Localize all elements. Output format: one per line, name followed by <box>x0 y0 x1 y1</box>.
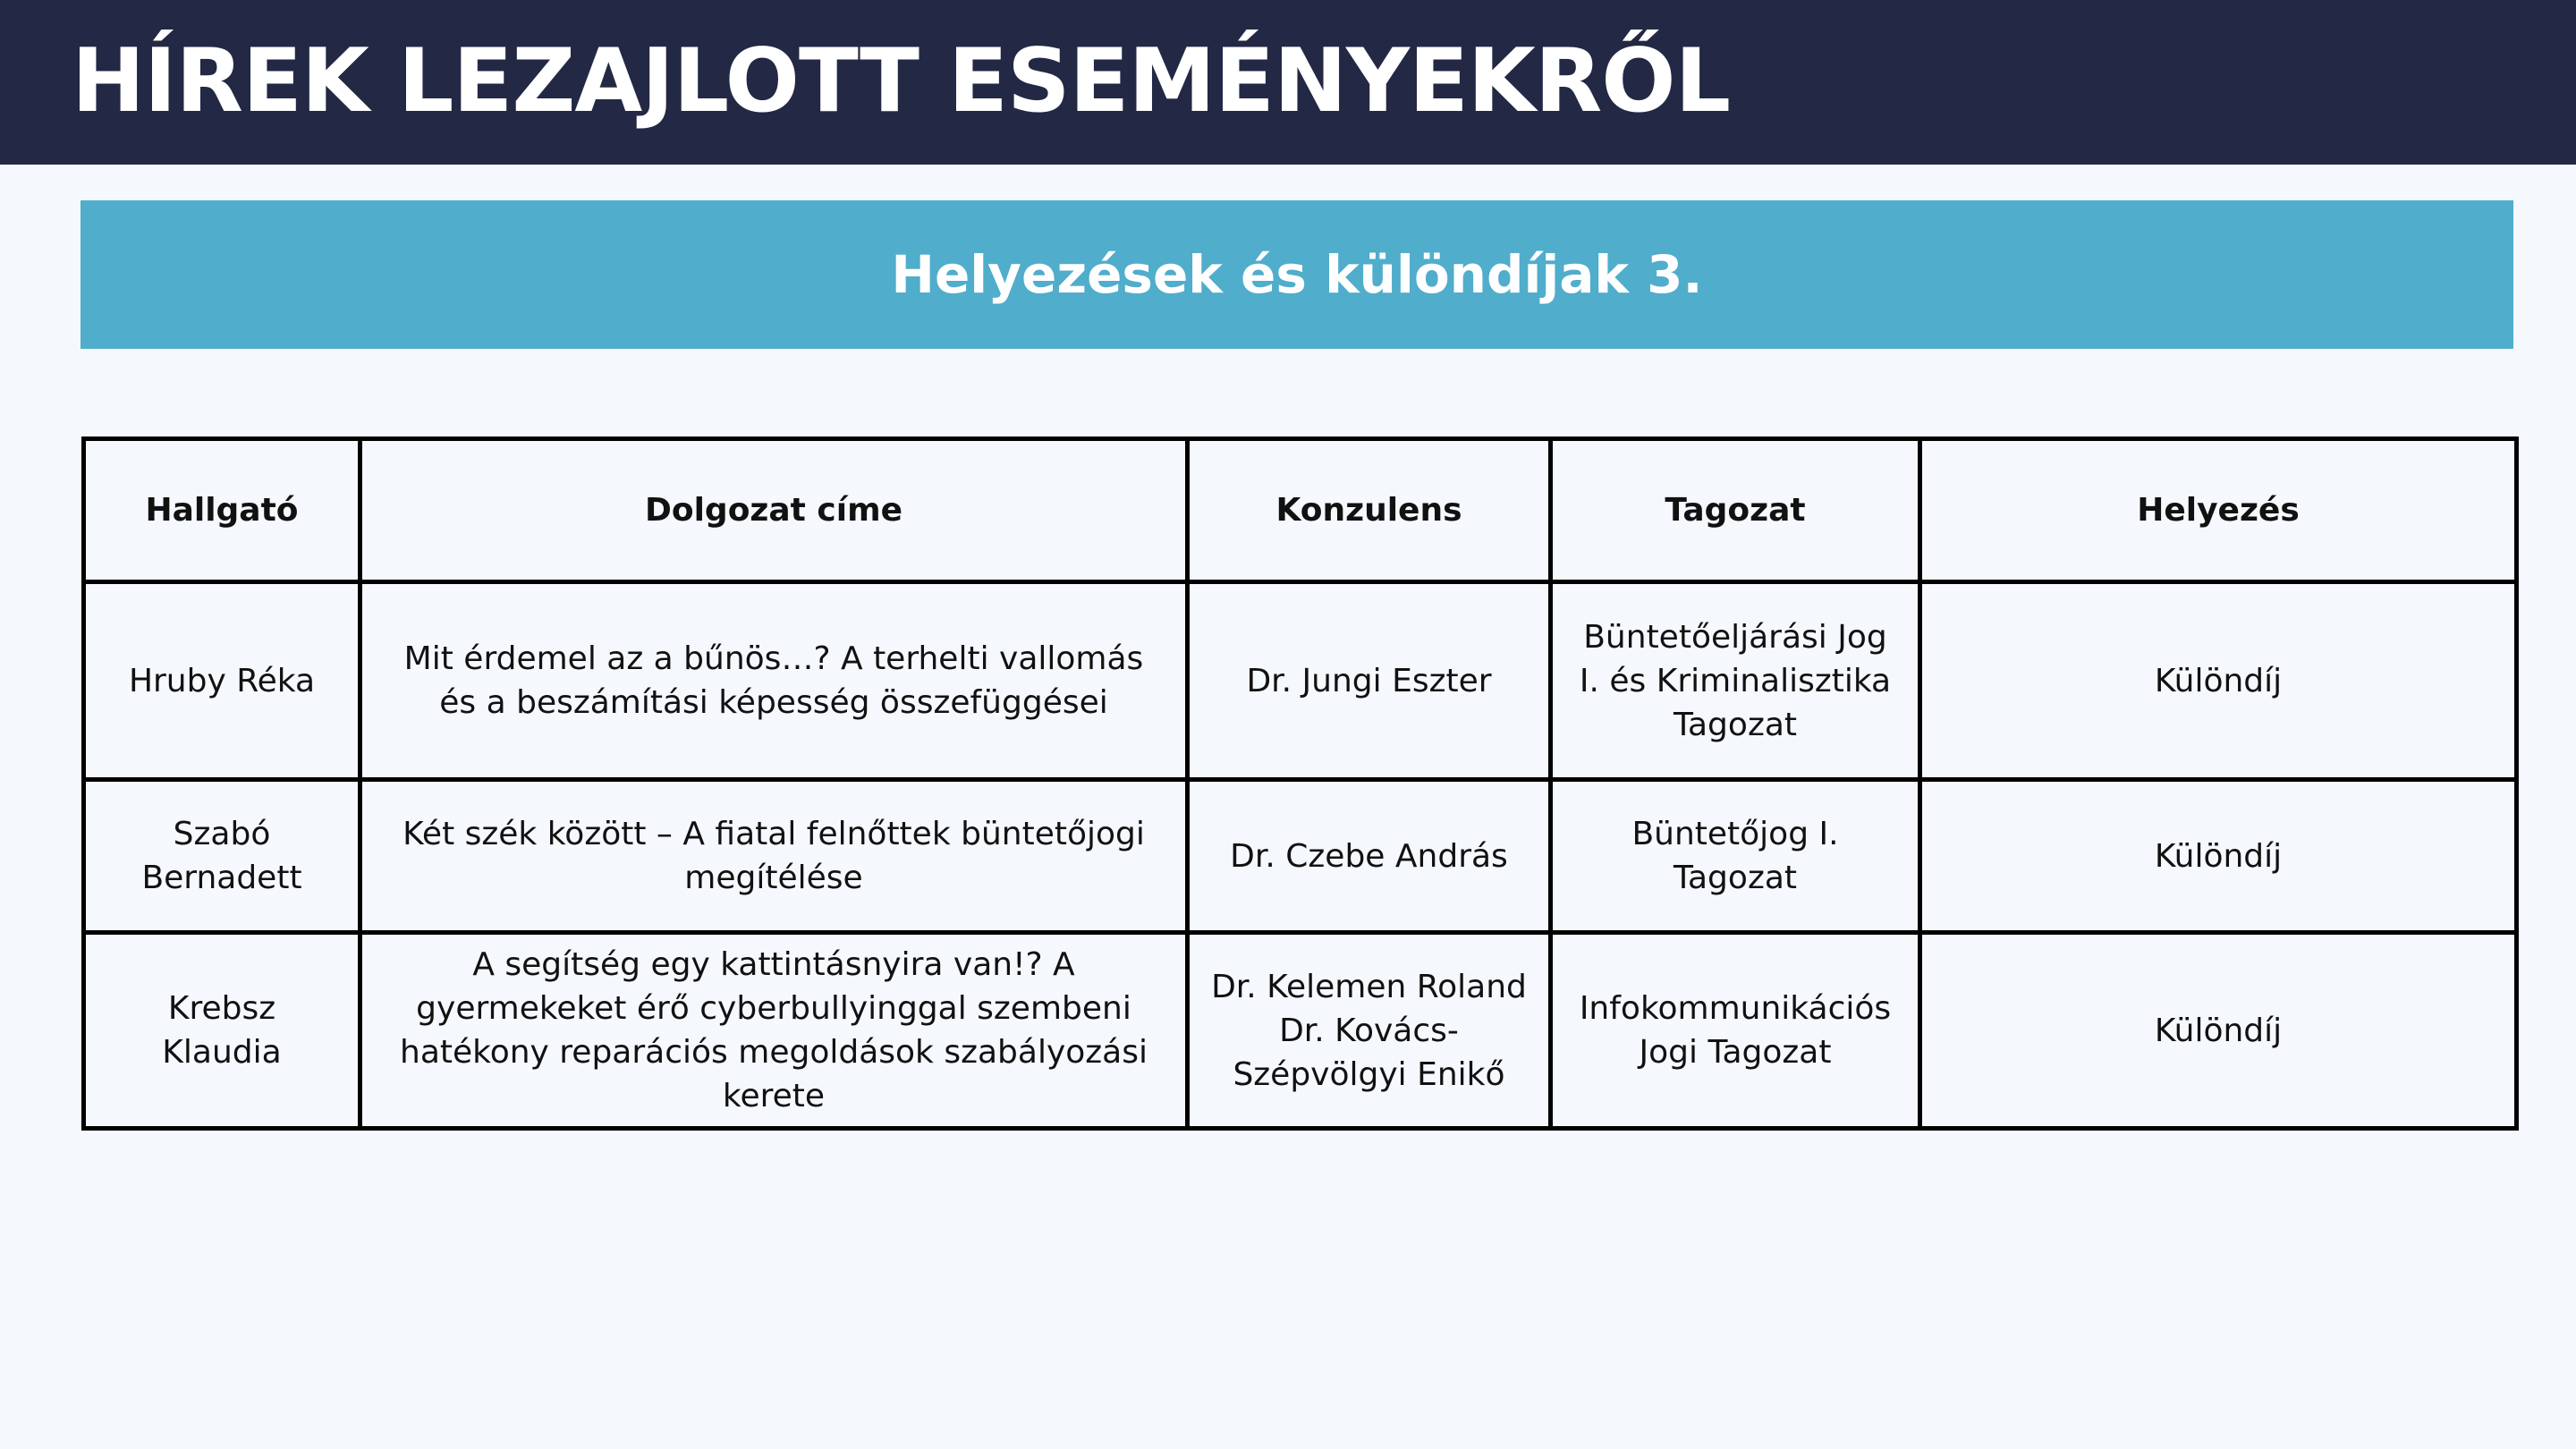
column-header-section: Tagozat <box>1551 439 1920 582</box>
column-header-title: Dolgozat címe <box>360 439 1188 582</box>
table-row <box>84 933 2517 1129</box>
placement-cell: Különdíj <box>1920 582 2517 780</box>
page-title: HÍREK LEZAJLOTT ESEMÉNYEKRŐL <box>72 30 1731 132</box>
student-cell: Krebsz Klaudia <box>84 933 360 1129</box>
column-header-placement: Helyezés <box>1920 439 2517 582</box>
results-table <box>81 436 2519 1131</box>
thesis-title-cell: A segítség egy kattintásnyira van!? A gyermekeket érő cyberbullyinggal szembeni hatékony reparációs megoldások szabályozási kerete <box>360 933 1188 1129</box>
column-header-consultant: Konzulens <box>1188 439 1551 582</box>
table-header-row <box>84 439 2517 582</box>
student-cell: Hruby Réka <box>84 582 360 780</box>
consultant-cell: Dr. Jungi Eszter <box>1188 582 1551 780</box>
column-header-student: Hallgató <box>84 439 360 582</box>
consultant-cell: Dr. Kelemen Roland Dr. Kovács-Szépvölgyi Enikő <box>1188 933 1551 1129</box>
consultant-cell: Dr. Czebe András <box>1188 780 1551 933</box>
section-cell: Infokommunikációs Jogi Tagozat <box>1551 933 1920 1129</box>
student-cell: Szabó Bernadett <box>84 780 360 933</box>
thesis-title-cell: Két szék között – A fiatal felnőttek büntetőjogi megítélése <box>360 780 1188 933</box>
table-row <box>84 582 2517 780</box>
section-cell: Büntetőeljárási Jog I. és Kriminalisztika Tagozat <box>1551 582 1920 780</box>
placement-cell: Különdíj <box>1920 780 2517 933</box>
section-cell: Büntetőjog I. Tagozat <box>1551 780 1920 933</box>
table-row <box>84 780 2517 933</box>
placement-cell: Különdíj <box>1920 933 2517 1129</box>
page-header <box>0 0 2576 165</box>
section-title: Helyezések és különdíjak 3. <box>891 244 1703 305</box>
section-banner <box>80 200 2513 349</box>
thesis-title-cell: Mit érdemel az a bűnös…? A terhelti vallomás és a beszámítási képesség összefüggései <box>360 582 1188 780</box>
